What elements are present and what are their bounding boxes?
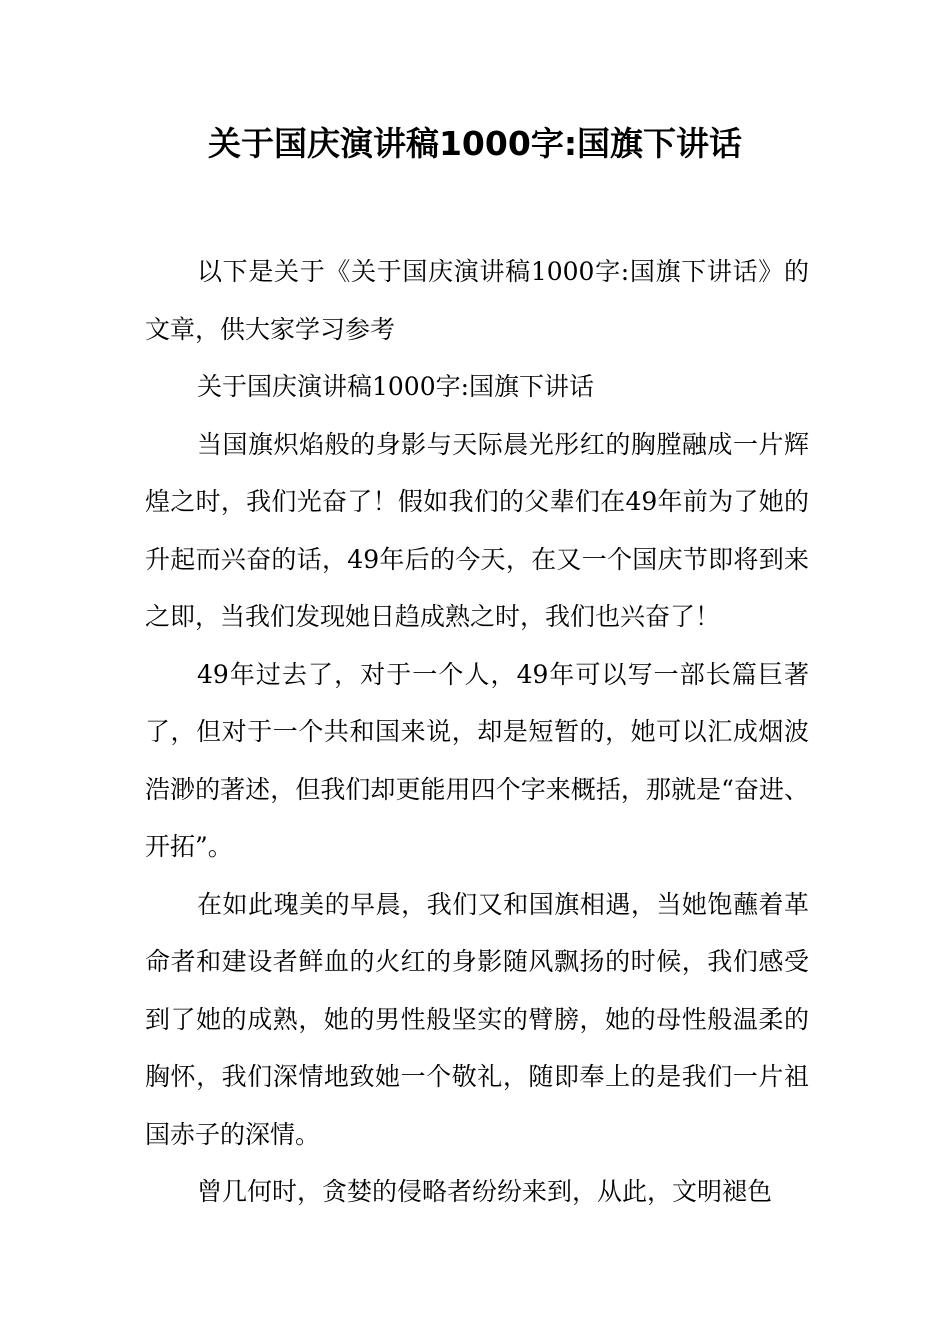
body-paragraph: 49年过去了，对于一个人，49年可以写一部长篇巨著了，但对于一个共和国来说，却是短暂的，她可以汇成烟波浩渺的著述，但我们却更能用四个字来概括，那就是“奋进、开拓”。 [145, 659, 809, 861]
document-body [145, 243, 809, 1221]
body-paragraph: 曾几何时，贪婪的侵略者纷纷来到，从此，文明褪色 [197, 1177, 773, 1206]
body-paragraph: 在如此瑰美的早晨，我们又和国旗相遇，当她饱蘸着革命者和建设者鲜血的火红的身影随风飘扬的时候，我们感受到了她的成熟，她的男性般坚实的臂膀，她的母性般温柔的胸怀，我们深情地致她一个敬礼，随即奉上的是我们一片祖国赤子的深情。 [145, 889, 809, 1149]
intro-paragraph: 以下是关于《关于国庆演讲稿1000字:国旗下讲话》的文章，供大家学习参考 [145, 257, 809, 344]
subtitle-paragraph: 关于国庆演讲稿1000字:国旗下讲话 [197, 372, 595, 401]
body-paragraph: 当国旗炽焰般的身影与天际晨光彤红的胸膛融成一片辉煌之时，我们光奋了！假如我们的父辈们在49年前为了她的升起而兴奋的话，49年后的今天，在又一个国庆节即将到来之即，当我们发现她日趋成熟之时，我们也兴奋了！ [145, 429, 809, 631]
document-title: 关于国庆演讲稿1000字:国旗下讲话 [207, 124, 743, 163]
